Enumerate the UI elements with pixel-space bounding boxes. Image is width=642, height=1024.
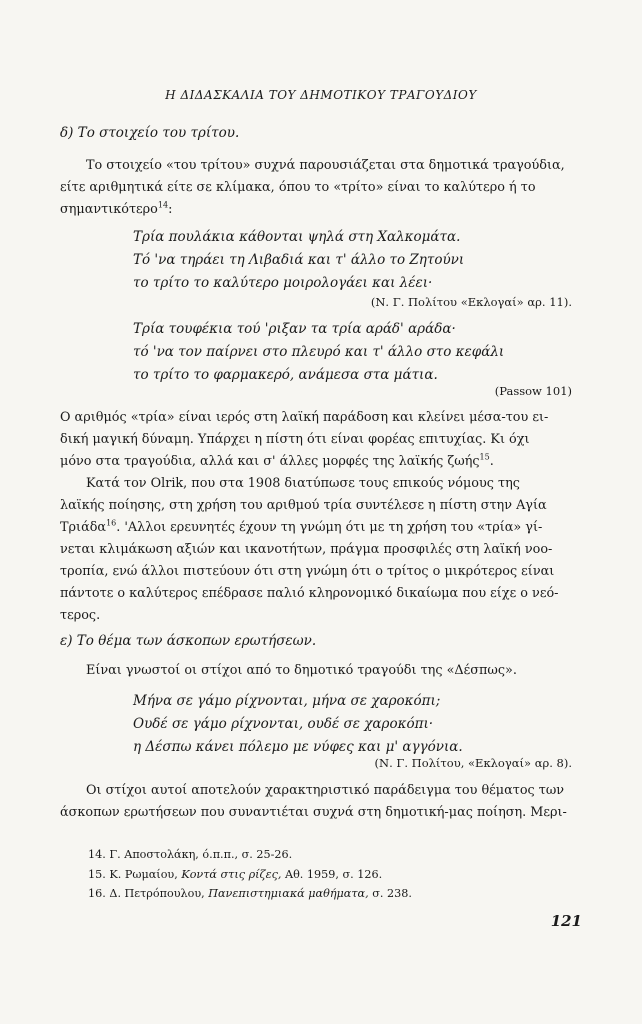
section-e-title: ε) Το θέμα των άσκοπων ερωτήσεων. xyxy=(60,633,317,649)
verse-line: Τό 'να τηράει τη Λιβαδιά και τ' άλλο το Ζητούνι xyxy=(133,252,465,268)
footnote-15: 15. Κ. Ρωμαίου, Κοντά στις ρίζες, Αθ. 1959, σ. 126. xyxy=(88,867,383,881)
verse-line: Μήνα σε γάμο ρίχνονται, μήνα σε χαροκόπι; xyxy=(133,693,441,709)
verse-line: Τρία πουλάκια κάθονται ψηλά στη Χαλκομάτα. xyxy=(133,229,461,245)
verse-line: Τρία τουφέκια τού 'ριξαν τα τρία αράδ' αράδα· xyxy=(133,321,456,337)
footnote-ref-16[interactable]: 16 xyxy=(106,518,117,528)
footnote-14: 14. Γ. Αποστολάκη, ό.π.π., σ. 25-26. xyxy=(88,848,293,861)
footnote-ref-14[interactable]: 14 xyxy=(157,200,169,210)
section-d-title: δ) Το στοιχείο του τρίτου. xyxy=(60,125,240,141)
verse-1-citation: (Ν. Γ. Πολίτου «Εκλογαί» αρ. 11). xyxy=(370,295,572,309)
verse-block-2 xyxy=(133,318,573,387)
verse-line: η Δέσπω κάνει πόλεμο με νύφες και μ' αγγόνια. xyxy=(133,739,463,755)
verse-block-3 xyxy=(133,690,573,759)
section-e-intro: Είναι γνωστοί οι στίχοι από το δημοτικό τραγούδι της «Δέσπως». xyxy=(86,663,517,678)
verse-line: το τρίτο το φαρμακερό, ανάμεσα στα μάτια. xyxy=(133,367,438,383)
running-head: Η ΔΙΔΑΣΚΑΛΙΑ ΤΟΥ ΔΗΜΟΤΙΚΟΥ ΤΡΑΓΟΥΔΙΟΥ xyxy=(165,88,477,102)
verse-line: τό 'να τον παίρνει στο πλευρό και τ' άλλο στο κεφάλι xyxy=(133,344,505,360)
verse-line: το τρίτο το καλύτερο μοιρολογάει και λέει· xyxy=(133,275,433,291)
verse-2-citation: (Passow 101) xyxy=(494,384,572,398)
verse-line: Ουδέ σε γάμο ρίχνονται, ουδέ σε χαροκόπι· xyxy=(133,716,434,732)
footnote-ref-15[interactable]: 15 xyxy=(479,452,490,462)
footnote-16: 16. Δ. Πετρόπουλου, Πανεπιστημιακά μαθήματα, σ. 238. xyxy=(88,887,412,900)
section-d-paragraph-3: Κατά τον Olrik, που στα 1908 διατύπωσε τους επικούς νόμους της λαϊκής ποίησης, στη χρήση του αριθμού τρία συντέλεσε η πίστη στην Αγία Τριάδα$^{16}$. 'Αλλοι ερευνητές έχουν τη γνώμη ότι με τη χρήση του «τρία» γί- νεται κλιμάκωση αξιών και ικανοτήτων, πράγμα προσφιλές στη λαϊκή νοο- τροπία, ενώ άλλοι πιστεύουν ότι στη γνώμη ότι ο τρίτος ο μικρότερος είναι πάντοτε ο καλύτερος επέδρασε παλιό κληρονομικό δικαίωμα που είχε ο νεό- τερος. xyxy=(60,476,559,623)
section-e-paragraph: Οι στίχοι αυτοί αποτελούν χαρακτηριστικό παράδειγμα του θέματος των άσκοπων ερωτήσεων που συναντιέται συχνά στη δημοτική-μας ποίηση. Μερι- xyxy=(60,783,567,820)
footnotes xyxy=(88,845,568,904)
section-d-paragraph-2: Ο αριθμός «τρία» είναι ιερός στη λαϊκή παράδοση και κλείνει μέσα-του ει- δική μαγική δύναμη. Υπάρχει η πίστη ότι είναι φορέας επιτυχίας. Κι όχι μόνο στα τραγούδια, αλλά και σ' άλλες μορφές της λαϊκής ζωής$^{15}$. xyxy=(60,410,549,469)
page-number: 121 xyxy=(550,912,582,930)
section-d-paragraph-1: Το στοιχείο «του τρίτου» συχνά παρουσιάζεται στα δημοτικά τραγούδια, είτε αριθμητικά είτε σε κλίμακα, όπου το «τρίτο» είναι το καλύτερο ή το σημαντικότερο$^{14}$: xyxy=(60,158,565,217)
verse-3-citation: (Ν. Γ. Πολίτου, «Εκλογαί» αρ. 8). xyxy=(374,756,572,770)
verse-block-1 xyxy=(133,226,573,295)
